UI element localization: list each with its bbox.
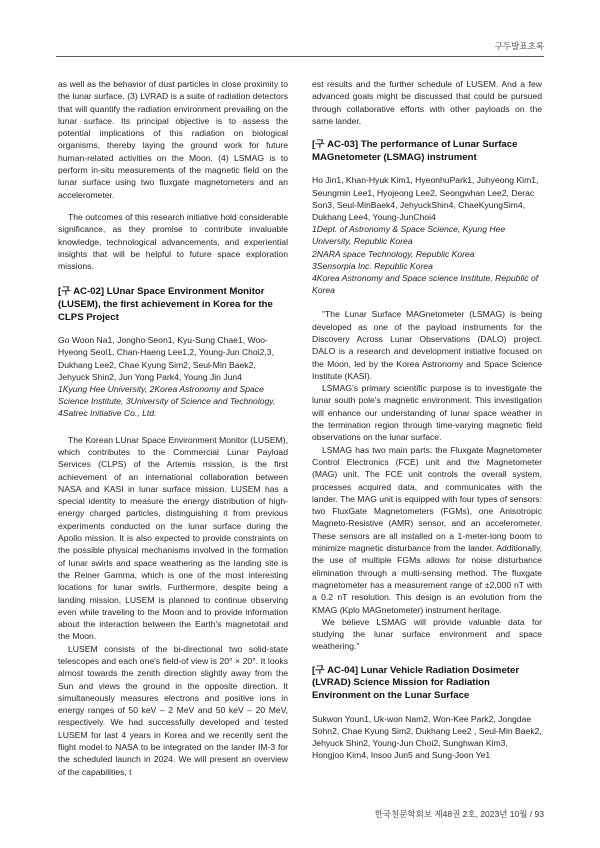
abstract-paragraph-ac03-4: We believe LSMAG will provide valuable data for studying the lunar surface environment and space weathering.": [312, 616, 542, 652]
abstract-paragraph-ac02-1: The Korean LUnar Space Environment Monitor (LUSEM), which contributes to the Commercial Lunar Payload Services (CLPS) of the Artemis mission, is the first achievement of an international collaboration between NASA and KASI in lunar surface mission. LUSEM has a special identity to measure the energy distribution of high-energy charged particles, distinguishing it from previous experiments conducted on the lunar surface during the Apollo mission. It is also expected to provide constraints on the possible physical mechanisms involved in the formation of lunar swirls and space weathering as the landing site is the Reiner Gamma, which is one of the most interesting locations for lunar swirls. Furthermore, despite being a landing mission, LUSEM is planned to continue observing even while traveling to the Moon and to provide information about the interaction between the Earth's magnetotail and the Moon.: [58, 434, 288, 642]
abstract-heading-ac04: [구 AC-04] Lunar Vehicle Radiation Dosimeter (LVRAD) Science Mission for Radiation Environment on the Lunar Surface: [312, 664, 520, 701]
affiliation-1: 1Dept. of Astronomy & Space Science, Kyung Hee University, Republic Korea: [312, 224, 506, 247]
author-list-ac02: Go Woon Na1, Jongho Seon1, Kyu-Sung Chae1, Woo-Hyeong Seol1, Chan-Haeng Lee1,2, Young-Jun Choi2,3, Dukhang Lee2, Chae Kyung Sim2, Seul-Min Baek2, Jehyuck Shin2, Jun Yong Park4, Young Jin Jun4: [58, 335, 274, 382]
author-list-ac03: Ho Jin1, Khan-Hyuk Kim1, HyeonhuPark1, Juhyeong Kim1, Seungmin Lee1, Hyojeong Lee2, Seongwhan Lee2, Derac Son3, Seul-MinBaek4, JehyuckShin4, ChaeKyungSim4, Dukhang Lee4, Young-JunChoi4: [312, 175, 539, 222]
section-label: 구두발표초록: [494, 41, 544, 51]
abstract-heading-ac03: [구 AC-03] The performance of Lunar Surface MAGnetometer (LSMAG) instrument: [312, 139, 518, 163]
page-header: [56, 36, 544, 57]
abstract-paragraph-ac02-2: LUSEM consists of the bi-directional two solid-state telescopes and each one's field-of view is 20° × 20°. It looks almost towards the zenith direction slightly away from the Sun and views the ground in the opposite direction. It simultaneously measures electrons and positive ions in energy ranges of 50 keV – 2 MeV and 50 keV – 20 MeV, respectively. We had successfully developed and tested LUSEM for last 4 years in Korea and we recently sent the flight model to NASA to be integrated on the lander IM-3 for the scheduled launch in 2024. We will present an overview of the capabilities, t: [58, 643, 288, 777]
abstract-paragraph-ac03-1: "The Lunar Surface MAGnetometer (LSMAG) is being developed as one of the payload instruments for the Discovery Across Lunar Observations (DALO) project. DALO is a research and development initiative focused on the Moon, led by the Korea Astronomy and Space Science Institute (KASI).: [312, 309, 542, 381]
affiliation-2: 2NARA space Technology, Republic Korea: [312, 248, 475, 259]
abstract-paragraph-ac03-3: LSMAG has two main parts: the Fluxgate Magnetometer Control Electronics (FCE) unit and the Magnetometer (MAG) unit. The FCE unit controls the overall system, processes acquired data, and communicates with the lander. The MAG unit is equipped with four types of sensors: two FluxGate Magnetometers (FGMs), one Anisotropic Magneto-Resistive (AMR) sensor, and an accelerometer. These sensors are all installed on a 1-meter-long boom to minimize magnetic disturbance from the lander. Additionally, the use of multiple FGMs allows for noise disturbance elimination through a multi-sensing method. The fluxgate magnetometer has a measurement range of ±2,000 nT with a 0.2 nT resolution. This design is an evolution from the KMAG (Kplo MAGnetometer) instrument heritage.: [312, 444, 542, 615]
affiliations-ac02: 1Kyung Hee University, 2Korea Astronomy and Space Science Institute, 3University of Science and Technology, 4Satrec Initiative Co., Ltd.: [58, 384, 276, 419]
author-list-ac04: Sukwon Youn1, Uk-won Nam2, Won-Kee Park2, Jongdae Sohn2, Chae Kyung Sim2, Dukhang Lee2 , Seul-Min Baek2, Jehyuck Shin2, Young-Jun Choi2, Sunghwan Kim3, Hongjoo Kim4, Insoo Jun5 and Sung-Joon Ye1: [312, 713, 542, 761]
outcome-paragraph: The outcomes of this research initiative hold considerable significance, as they promise to contribute invaluable knowledge, technological advancements, and experiential insights that will be helpful to future space exploration missions.: [58, 211, 288, 272]
right-column: [312, 78, 542, 761]
left-column: [58, 78, 288, 778]
affiliation-4: 4Korea Astronomy and Space science Institute, Republic of Korea: [312, 273, 539, 296]
abstract-heading-ac02: [구 AC-02] LUnar Space Environment Monitor (LUSEM), the first achievement in Korea for the CLPS Project: [58, 286, 273, 323]
continuation-paragraph-right: est results and the further schedule of LUSEM. And a few advanced goals might be discussed that could be pursued through collaborative efforts with other payloads on the same lander.: [312, 79, 542, 126]
continuation-paragraph: as well as the behavior of dust particles in close proximity to the lunar surface. (3) LVRAD is a suite of radiation detectors that will quantify the radiation environment prevailing on the lunar surface. Its principal objective is to assess the potential implications of this radiation on biological organisms, thereby laying the ground work for future human-related activities on the Moon. (4) LSMAG is to perform in-situ measurements of the magnetic field on the lunar surface using two fluxgate magnetometers and an accelerometer.: [58, 79, 288, 200]
journal-footer: 한국천문학회보 제48권 2호, 2023년 10월 / 93: [374, 809, 544, 819]
affiliation-3: 3Sensorpia Inc. Republic Korea: [312, 260, 433, 271]
abstract-paragraph-ac03-2: LSMAG's primary scientific purpose is to investigate the lunar south pole's magnetic environment. This investigation will enhance our understanding of lunar space weather in the termination region through time-varying magnetic field observations on the lunar surface.: [312, 383, 542, 443]
